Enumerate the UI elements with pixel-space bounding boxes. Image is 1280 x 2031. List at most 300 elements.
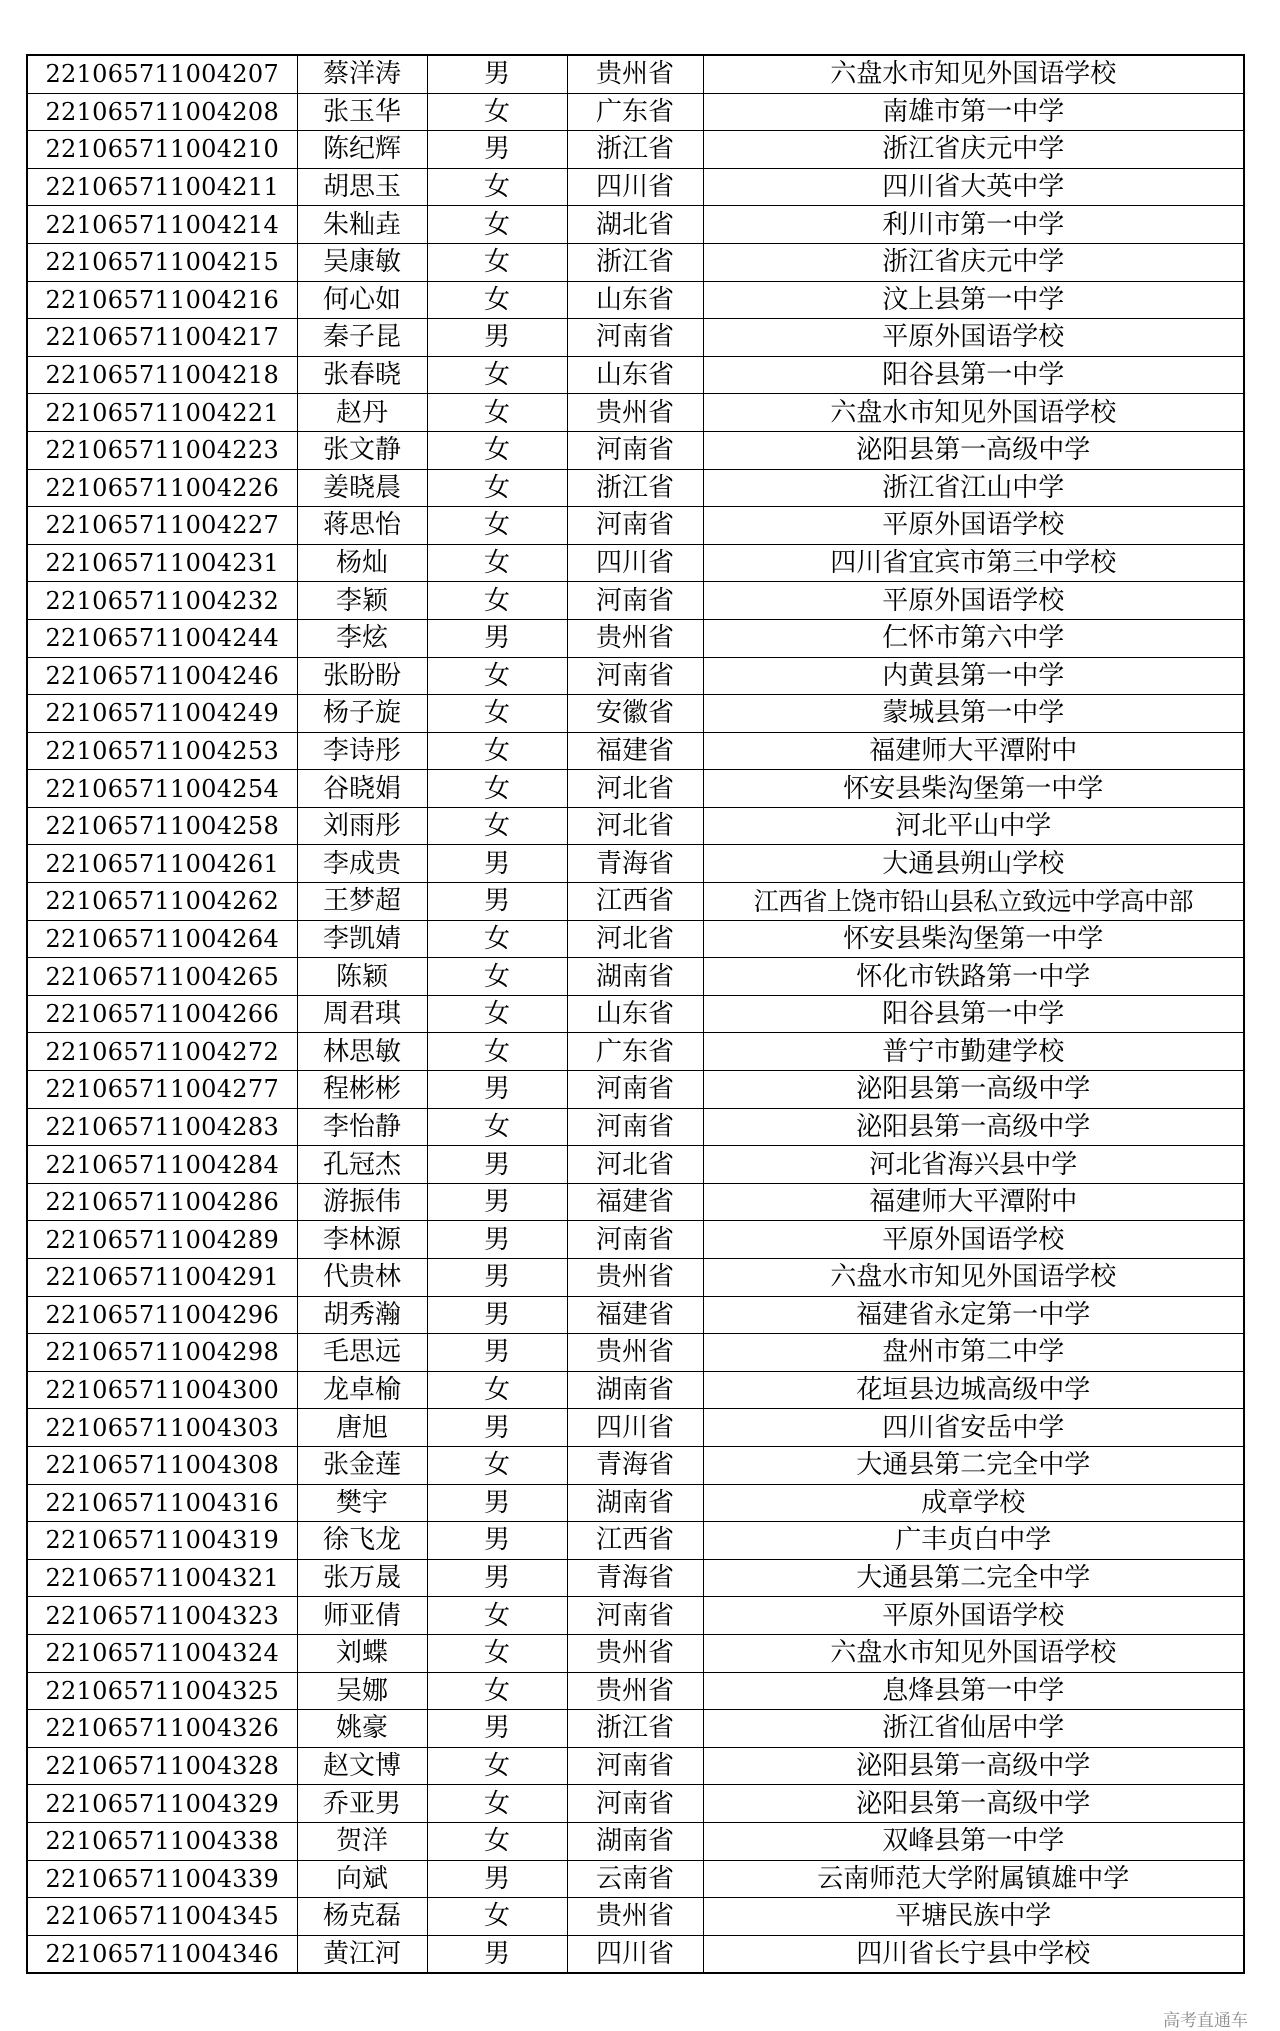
gender-cell: 女 <box>427 431 567 469</box>
province-cell: 河南省 <box>567 1108 703 1146</box>
gender-cell: 女 <box>427 281 567 319</box>
province-cell: 贵州省 <box>567 619 703 657</box>
school-cell: 河北平山中学 <box>703 807 1244 845</box>
candidate-id-cell: 221065711004244 <box>27 619 297 657</box>
gender-cell: 女 <box>427 807 567 845</box>
candidate-id-cell: 221065711004296 <box>27 1296 297 1334</box>
school-cell: 四川省宜宾市第三中学校 <box>703 544 1244 582</box>
candidate-id-cell: 221065711004262 <box>27 883 297 921</box>
table-row <box>27 507 1244 545</box>
candidate-id-cell: 221065711004329 <box>27 1785 297 1823</box>
gender-cell: 男 <box>427 1259 567 1297</box>
candidate-id-cell: 221065711004214 <box>27 206 297 244</box>
table-row <box>27 55 1244 93</box>
table-row <box>27 1108 1244 1146</box>
province-cell: 河南省 <box>567 319 703 357</box>
school-cell: 泌阳县第一高级中学 <box>703 1108 1244 1146</box>
student-name-cell: 谷晓娟 <box>297 770 427 808</box>
table-row <box>27 1033 1244 1071</box>
school-cell: 平塘民族中学 <box>703 1898 1244 1936</box>
gender-cell: 女 <box>427 507 567 545</box>
province-cell: 贵州省 <box>567 1672 703 1710</box>
gender-cell: 男 <box>427 1710 567 1748</box>
school-cell: 六盘水市知见外国语学校 <box>703 55 1244 93</box>
student-name-cell: 黄江河 <box>297 1935 427 1973</box>
province-cell: 湖南省 <box>567 1822 703 1860</box>
candidate-id-cell: 221065711004346 <box>27 1935 297 1973</box>
student-name-cell: 张盼盼 <box>297 657 427 695</box>
province-cell: 贵州省 <box>567 394 703 432</box>
province-cell: 河南省 <box>567 657 703 695</box>
table-row <box>27 1822 1244 1860</box>
school-cell: 六盘水市知见外国语学校 <box>703 394 1244 432</box>
table-row <box>27 1334 1244 1372</box>
province-cell: 河北省 <box>567 770 703 808</box>
gender-cell: 男 <box>427 1183 567 1221</box>
student-name-cell: 李凯婧 <box>297 920 427 958</box>
gender-cell: 女 <box>427 168 567 206</box>
candidate-id-cell: 221065711004253 <box>27 732 297 770</box>
student-name-cell: 胡秀瀚 <box>297 1296 427 1334</box>
candidate-id-cell: 221065711004324 <box>27 1634 297 1672</box>
table-row <box>27 1146 1244 1184</box>
student-name-cell: 蒋思怡 <box>297 507 427 545</box>
candidate-id-cell: 221065711004323 <box>27 1597 297 1635</box>
province-cell: 广东省 <box>567 1033 703 1071</box>
candidate-id-cell: 221065711004326 <box>27 1710 297 1748</box>
candidate-id-cell: 221065711004291 <box>27 1259 297 1297</box>
candidate-id-cell: 221065711004221 <box>27 394 297 432</box>
school-cell: 江西省上饶市铅山县私立致远中学高中部 <box>703 883 1244 921</box>
student-name-cell: 张金莲 <box>297 1446 427 1484</box>
student-name-cell: 杨克磊 <box>297 1898 427 1936</box>
school-cell: 云南师范大学附属镇雄中学 <box>703 1860 1244 1898</box>
candidate-id-cell: 221065711004208 <box>27 93 297 131</box>
table-row <box>27 356 1244 394</box>
student-name-cell: 何心如 <box>297 281 427 319</box>
candidate-id-cell: 221065711004217 <box>27 319 297 357</box>
gender-cell: 男 <box>427 1071 567 1109</box>
gender-cell: 女 <box>427 695 567 733</box>
student-name-cell: 刘蝶 <box>297 1634 427 1672</box>
student-name-cell: 秦子昆 <box>297 319 427 357</box>
candidate-id-cell: 221065711004321 <box>27 1559 297 1597</box>
student-name-cell: 赵文博 <box>297 1747 427 1785</box>
gender-cell: 男 <box>427 1334 567 1372</box>
table-row <box>27 1259 1244 1297</box>
student-name-cell: 周君琪 <box>297 995 427 1033</box>
student-name-cell: 贺洋 <box>297 1822 427 1860</box>
school-cell: 四川省安岳中学 <box>703 1409 1244 1447</box>
province-cell: 湖南省 <box>567 958 703 996</box>
table-row <box>27 1559 1244 1597</box>
gender-cell: 女 <box>427 1822 567 1860</box>
gender-cell: 女 <box>427 93 567 131</box>
gender-cell: 男 <box>427 319 567 357</box>
table-row <box>27 958 1244 996</box>
gender-cell: 女 <box>427 206 567 244</box>
student-name-cell: 赵丹 <box>297 394 427 432</box>
gender-cell: 女 <box>427 544 567 582</box>
gender-cell: 男 <box>427 1146 567 1184</box>
table-row <box>27 1672 1244 1710</box>
school-cell: 泌阳县第一高级中学 <box>703 1747 1244 1785</box>
province-cell: 江西省 <box>567 883 703 921</box>
student-name-cell: 孔冠杰 <box>297 1146 427 1184</box>
gender-cell: 女 <box>427 958 567 996</box>
gender-cell: 女 <box>427 243 567 281</box>
student-name-cell: 王梦超 <box>297 883 427 921</box>
student-name-cell: 唐旭 <box>297 1409 427 1447</box>
student-name-cell: 姜晓晨 <box>297 469 427 507</box>
province-cell: 广东省 <box>567 93 703 131</box>
candidate-id-cell: 221065711004264 <box>27 920 297 958</box>
table-row <box>27 168 1244 206</box>
school-cell: 大通县第二完全中学 <box>703 1559 1244 1597</box>
table-row <box>27 1371 1244 1409</box>
gender-cell: 女 <box>427 732 567 770</box>
table-row <box>27 807 1244 845</box>
gender-cell: 女 <box>427 1597 567 1635</box>
province-cell: 河北省 <box>567 807 703 845</box>
student-name-cell: 徐飞龙 <box>297 1522 427 1560</box>
school-cell: 泌阳县第一高级中学 <box>703 431 1244 469</box>
gender-cell: 女 <box>427 657 567 695</box>
candidate-id-cell: 221065711004258 <box>27 807 297 845</box>
school-cell: 怀化市铁路第一中学 <box>703 958 1244 996</box>
student-name-cell: 杨子旋 <box>297 695 427 733</box>
school-cell: 盘州市第二中学 <box>703 1334 1244 1372</box>
table-row <box>27 319 1244 357</box>
student-name-cell: 林思敏 <box>297 1033 427 1071</box>
province-cell: 四川省 <box>567 1409 703 1447</box>
candidate-id-cell: 221065711004216 <box>27 281 297 319</box>
student-name-cell: 毛思远 <box>297 1334 427 1372</box>
gender-cell: 男 <box>427 1221 567 1259</box>
gender-cell: 男 <box>427 1860 567 1898</box>
school-cell: 南雄市第一中学 <box>703 93 1244 131</box>
table-row <box>27 1898 1244 1936</box>
gender-cell: 男 <box>427 883 567 921</box>
province-cell: 四川省 <box>567 168 703 206</box>
gender-cell: 女 <box>427 770 567 808</box>
student-name-cell: 师亚倩 <box>297 1597 427 1635</box>
school-cell: 双峰县第一中学 <box>703 1822 1244 1860</box>
student-name-cell: 蔡洋涛 <box>297 55 427 93</box>
province-cell: 浙江省 <box>567 131 703 169</box>
table-row <box>27 657 1244 695</box>
school-cell: 成章学校 <box>703 1484 1244 1522</box>
table-row <box>27 582 1244 620</box>
school-cell: 泌阳县第一高级中学 <box>703 1785 1244 1823</box>
province-cell: 山东省 <box>567 281 703 319</box>
student-name-cell: 李怡静 <box>297 1108 427 1146</box>
table-row <box>27 1409 1244 1447</box>
student-name-cell: 代贵林 <box>297 1259 427 1297</box>
gender-cell: 女 <box>427 1446 567 1484</box>
table-row <box>27 281 1244 319</box>
gender-cell: 男 <box>427 845 567 883</box>
school-cell: 浙江省庆元中学 <box>703 131 1244 169</box>
gender-cell: 男 <box>427 1296 567 1334</box>
student-name-cell: 吴康敏 <box>297 243 427 281</box>
candidate-id-cell: 221065711004246 <box>27 657 297 695</box>
table-row <box>27 1747 1244 1785</box>
gender-cell: 女 <box>427 1108 567 1146</box>
candidate-id-cell: 221065711004316 <box>27 1484 297 1522</box>
gender-cell: 女 <box>427 920 567 958</box>
school-cell: 大通县第二完全中学 <box>703 1446 1244 1484</box>
watermark: 高考直通车 <box>1163 2011 1248 2031</box>
gender-cell: 男 <box>427 1522 567 1560</box>
table-row <box>27 243 1244 281</box>
gender-cell: 女 <box>427 1672 567 1710</box>
candidate-id-cell: 221065711004283 <box>27 1108 297 1146</box>
candidate-id-cell: 221065711004325 <box>27 1672 297 1710</box>
table-row <box>27 544 1244 582</box>
province-cell: 河南省 <box>567 431 703 469</box>
candidate-id-cell: 221065711004231 <box>27 544 297 582</box>
student-name-cell: 姚豪 <box>297 1710 427 1748</box>
gender-cell: 女 <box>427 1634 567 1672</box>
candidate-id-cell: 221065711004328 <box>27 1747 297 1785</box>
province-cell: 河南省 <box>567 1597 703 1635</box>
candidate-id-cell: 221065711004261 <box>27 845 297 883</box>
gender-cell: 女 <box>427 394 567 432</box>
gender-cell: 男 <box>427 1409 567 1447</box>
candidate-id-cell: 221065711004286 <box>27 1183 297 1221</box>
school-cell: 浙江省江山中学 <box>703 469 1244 507</box>
province-cell: 湖南省 <box>567 1371 703 1409</box>
school-cell: 平原外国语学校 <box>703 1221 1244 1259</box>
province-cell: 四川省 <box>567 1935 703 1973</box>
school-cell: 大通县朔山学校 <box>703 845 1244 883</box>
province-cell: 福建省 <box>567 1183 703 1221</box>
candidate-id-cell: 221065711004223 <box>27 431 297 469</box>
school-cell: 蒙城县第一中学 <box>703 695 1244 733</box>
student-name-cell: 张春晓 <box>297 356 427 394</box>
table-row <box>27 619 1244 657</box>
school-cell: 仁怀市第六中学 <box>703 619 1244 657</box>
student-name-cell: 胡思玉 <box>297 168 427 206</box>
candidate-id-cell: 221065711004319 <box>27 1522 297 1560</box>
school-cell: 怀安县柴沟堡第一中学 <box>703 920 1244 958</box>
school-cell: 广丰贞白中学 <box>703 1522 1244 1560</box>
student-name-cell: 李林源 <box>297 1221 427 1259</box>
gender-cell: 女 <box>427 1898 567 1936</box>
gender-cell: 女 <box>427 1747 567 1785</box>
table-row <box>27 131 1244 169</box>
province-cell: 浙江省 <box>567 243 703 281</box>
school-cell: 六盘水市知见外国语学校 <box>703 1259 1244 1297</box>
candidate-id-cell: 221065711004300 <box>27 1371 297 1409</box>
school-cell: 怀安县柴沟堡第一中学 <box>703 770 1244 808</box>
student-name-cell: 李诗彤 <box>297 732 427 770</box>
table-row <box>27 1221 1244 1259</box>
school-cell: 浙江省庆元中学 <box>703 243 1244 281</box>
table-row <box>27 1484 1244 1522</box>
student-name-cell: 李成贵 <box>297 845 427 883</box>
candidate-id-cell: 221065711004289 <box>27 1221 297 1259</box>
school-cell: 河北省海兴县中学 <box>703 1146 1244 1184</box>
gender-cell: 女 <box>427 469 567 507</box>
school-cell: 利川市第一中学 <box>703 206 1244 244</box>
table-row <box>27 1296 1244 1334</box>
school-cell: 平原外国语学校 <box>703 582 1244 620</box>
school-cell: 福建师大平潭附中 <box>703 1183 1244 1221</box>
table-row <box>27 1710 1244 1748</box>
province-cell: 福建省 <box>567 1296 703 1334</box>
province-cell: 贵州省 <box>567 1334 703 1372</box>
candidate-id-cell: 221065711004218 <box>27 356 297 394</box>
table-row <box>27 695 1244 733</box>
candidate-id-cell: 221065711004210 <box>27 131 297 169</box>
school-cell: 福建师大平潭附中 <box>703 732 1244 770</box>
candidate-id-cell: 221065711004207 <box>27 55 297 93</box>
province-cell: 河南省 <box>567 1785 703 1823</box>
province-cell: 河北省 <box>567 1146 703 1184</box>
student-name-cell: 陈颖 <box>297 958 427 996</box>
province-cell: 河南省 <box>567 1747 703 1785</box>
province-cell: 河南省 <box>567 582 703 620</box>
student-name-cell: 张万晟 <box>297 1559 427 1597</box>
school-cell: 福建省永定第一中学 <box>703 1296 1244 1334</box>
student-name-cell: 樊宇 <box>297 1484 427 1522</box>
candidate-id-cell: 221065711004339 <box>27 1860 297 1898</box>
table-row <box>27 845 1244 883</box>
province-cell: 贵州省 <box>567 1259 703 1297</box>
province-cell: 湖北省 <box>567 206 703 244</box>
roster-table-body <box>27 55 1244 1973</box>
student-name-cell: 李颖 <box>297 582 427 620</box>
table-row <box>27 1785 1244 1823</box>
province-cell: 青海省 <box>567 1446 703 1484</box>
province-cell: 青海省 <box>567 1559 703 1597</box>
gender-cell: 女 <box>427 995 567 1033</box>
candidate-id-cell: 221065711004277 <box>27 1071 297 1109</box>
candidate-id-cell: 221065711004254 <box>27 770 297 808</box>
province-cell: 江西省 <box>567 1522 703 1560</box>
province-cell: 贵州省 <box>567 55 703 93</box>
province-cell: 云南省 <box>567 1860 703 1898</box>
gender-cell: 男 <box>427 55 567 93</box>
province-cell: 福建省 <box>567 732 703 770</box>
table-row <box>27 1183 1244 1221</box>
table-row <box>27 394 1244 432</box>
student-name-cell: 向斌 <box>297 1860 427 1898</box>
province-cell: 山东省 <box>567 356 703 394</box>
province-cell: 山东省 <box>567 995 703 1033</box>
candidate-id-cell: 221065711004284 <box>27 1146 297 1184</box>
table-row <box>27 1071 1244 1109</box>
student-name-cell: 游振伟 <box>297 1183 427 1221</box>
candidate-id-cell: 221065711004338 <box>27 1822 297 1860</box>
school-cell: 息烽县第一中学 <box>703 1672 1244 1710</box>
province-cell: 河南省 <box>567 507 703 545</box>
candidate-id-cell: 221065711004308 <box>27 1446 297 1484</box>
candidate-id-cell: 221065711004249 <box>27 695 297 733</box>
province-cell: 四川省 <box>567 544 703 582</box>
gender-cell: 男 <box>427 1484 567 1522</box>
candidate-id-cell: 221065711004266 <box>27 995 297 1033</box>
table-row <box>27 469 1244 507</box>
province-cell: 河南省 <box>567 1071 703 1109</box>
school-cell: 平原外国语学校 <box>703 1597 1244 1635</box>
school-cell: 四川省长宁县中学校 <box>703 1935 1244 1973</box>
school-cell: 平原外国语学校 <box>703 319 1244 357</box>
table-row <box>27 883 1244 921</box>
school-cell: 花垣县边城高级中学 <box>703 1371 1244 1409</box>
candidate-id-cell: 221065711004215 <box>27 243 297 281</box>
province-cell: 浙江省 <box>567 469 703 507</box>
student-name-cell: 李炫 <box>297 619 427 657</box>
school-cell: 阳谷县第一中学 <box>703 995 1244 1033</box>
school-cell: 六盘水市知见外国语学校 <box>703 1634 1244 1672</box>
gender-cell: 女 <box>427 356 567 394</box>
table-row <box>27 1446 1244 1484</box>
candidate-id-cell: 221065711004226 <box>27 469 297 507</box>
candidate-id-cell: 221065711004345 <box>27 1898 297 1936</box>
province-cell: 贵州省 <box>567 1898 703 1936</box>
candidate-id-cell: 221065711004232 <box>27 582 297 620</box>
school-cell: 四川省大英中学 <box>703 168 1244 206</box>
province-cell: 河南省 <box>567 1221 703 1259</box>
gender-cell: 男 <box>427 131 567 169</box>
candidate-id-cell: 221065711004227 <box>27 507 297 545</box>
province-cell: 河北省 <box>567 920 703 958</box>
table-row <box>27 93 1244 131</box>
school-cell: 阳谷县第一中学 <box>703 356 1244 394</box>
gender-cell: 女 <box>427 1371 567 1409</box>
table-row <box>27 1597 1244 1635</box>
candidate-id-cell: 221065711004211 <box>27 168 297 206</box>
table-row <box>27 1935 1244 1973</box>
student-name-cell: 程彬彬 <box>297 1071 427 1109</box>
table-row <box>27 920 1244 958</box>
table-row <box>27 995 1244 1033</box>
school-cell: 泌阳县第一高级中学 <box>703 1071 1244 1109</box>
student-name-cell: 陈纪辉 <box>297 131 427 169</box>
school-cell: 内黄县第一中学 <box>703 657 1244 695</box>
province-cell: 湖南省 <box>567 1484 703 1522</box>
province-cell: 浙江省 <box>567 1710 703 1748</box>
gender-cell: 女 <box>427 1033 567 1071</box>
student-name-cell: 乔亚男 <box>297 1785 427 1823</box>
province-cell: 贵州省 <box>567 1634 703 1672</box>
school-cell: 浙江省仙居中学 <box>703 1710 1244 1748</box>
province-cell: 安徽省 <box>567 695 703 733</box>
student-name-cell: 朱籼垚 <box>297 206 427 244</box>
student-name-cell: 张玉华 <box>297 93 427 131</box>
gender-cell: 女 <box>427 582 567 620</box>
gender-cell: 男 <box>427 1935 567 1973</box>
candidate-id-cell: 221065711004265 <box>27 958 297 996</box>
school-cell: 汶上县第一中学 <box>703 281 1244 319</box>
candidate-id-cell: 221065711004298 <box>27 1334 297 1372</box>
student-name-cell: 龙卓榆 <box>297 1371 427 1409</box>
gender-cell: 女 <box>427 1785 567 1823</box>
admission-roster-table <box>26 54 1245 1974</box>
candidate-id-cell: 221065711004303 <box>27 1409 297 1447</box>
student-name-cell: 张文静 <box>297 431 427 469</box>
gender-cell: 男 <box>427 619 567 657</box>
student-name-cell: 吴娜 <box>297 1672 427 1710</box>
candidate-id-cell: 221065711004272 <box>27 1033 297 1071</box>
student-name-cell: 杨灿 <box>297 544 427 582</box>
school-cell: 普宁市勤建学校 <box>703 1033 1244 1071</box>
gender-cell: 男 <box>427 1559 567 1597</box>
table-row <box>27 206 1244 244</box>
